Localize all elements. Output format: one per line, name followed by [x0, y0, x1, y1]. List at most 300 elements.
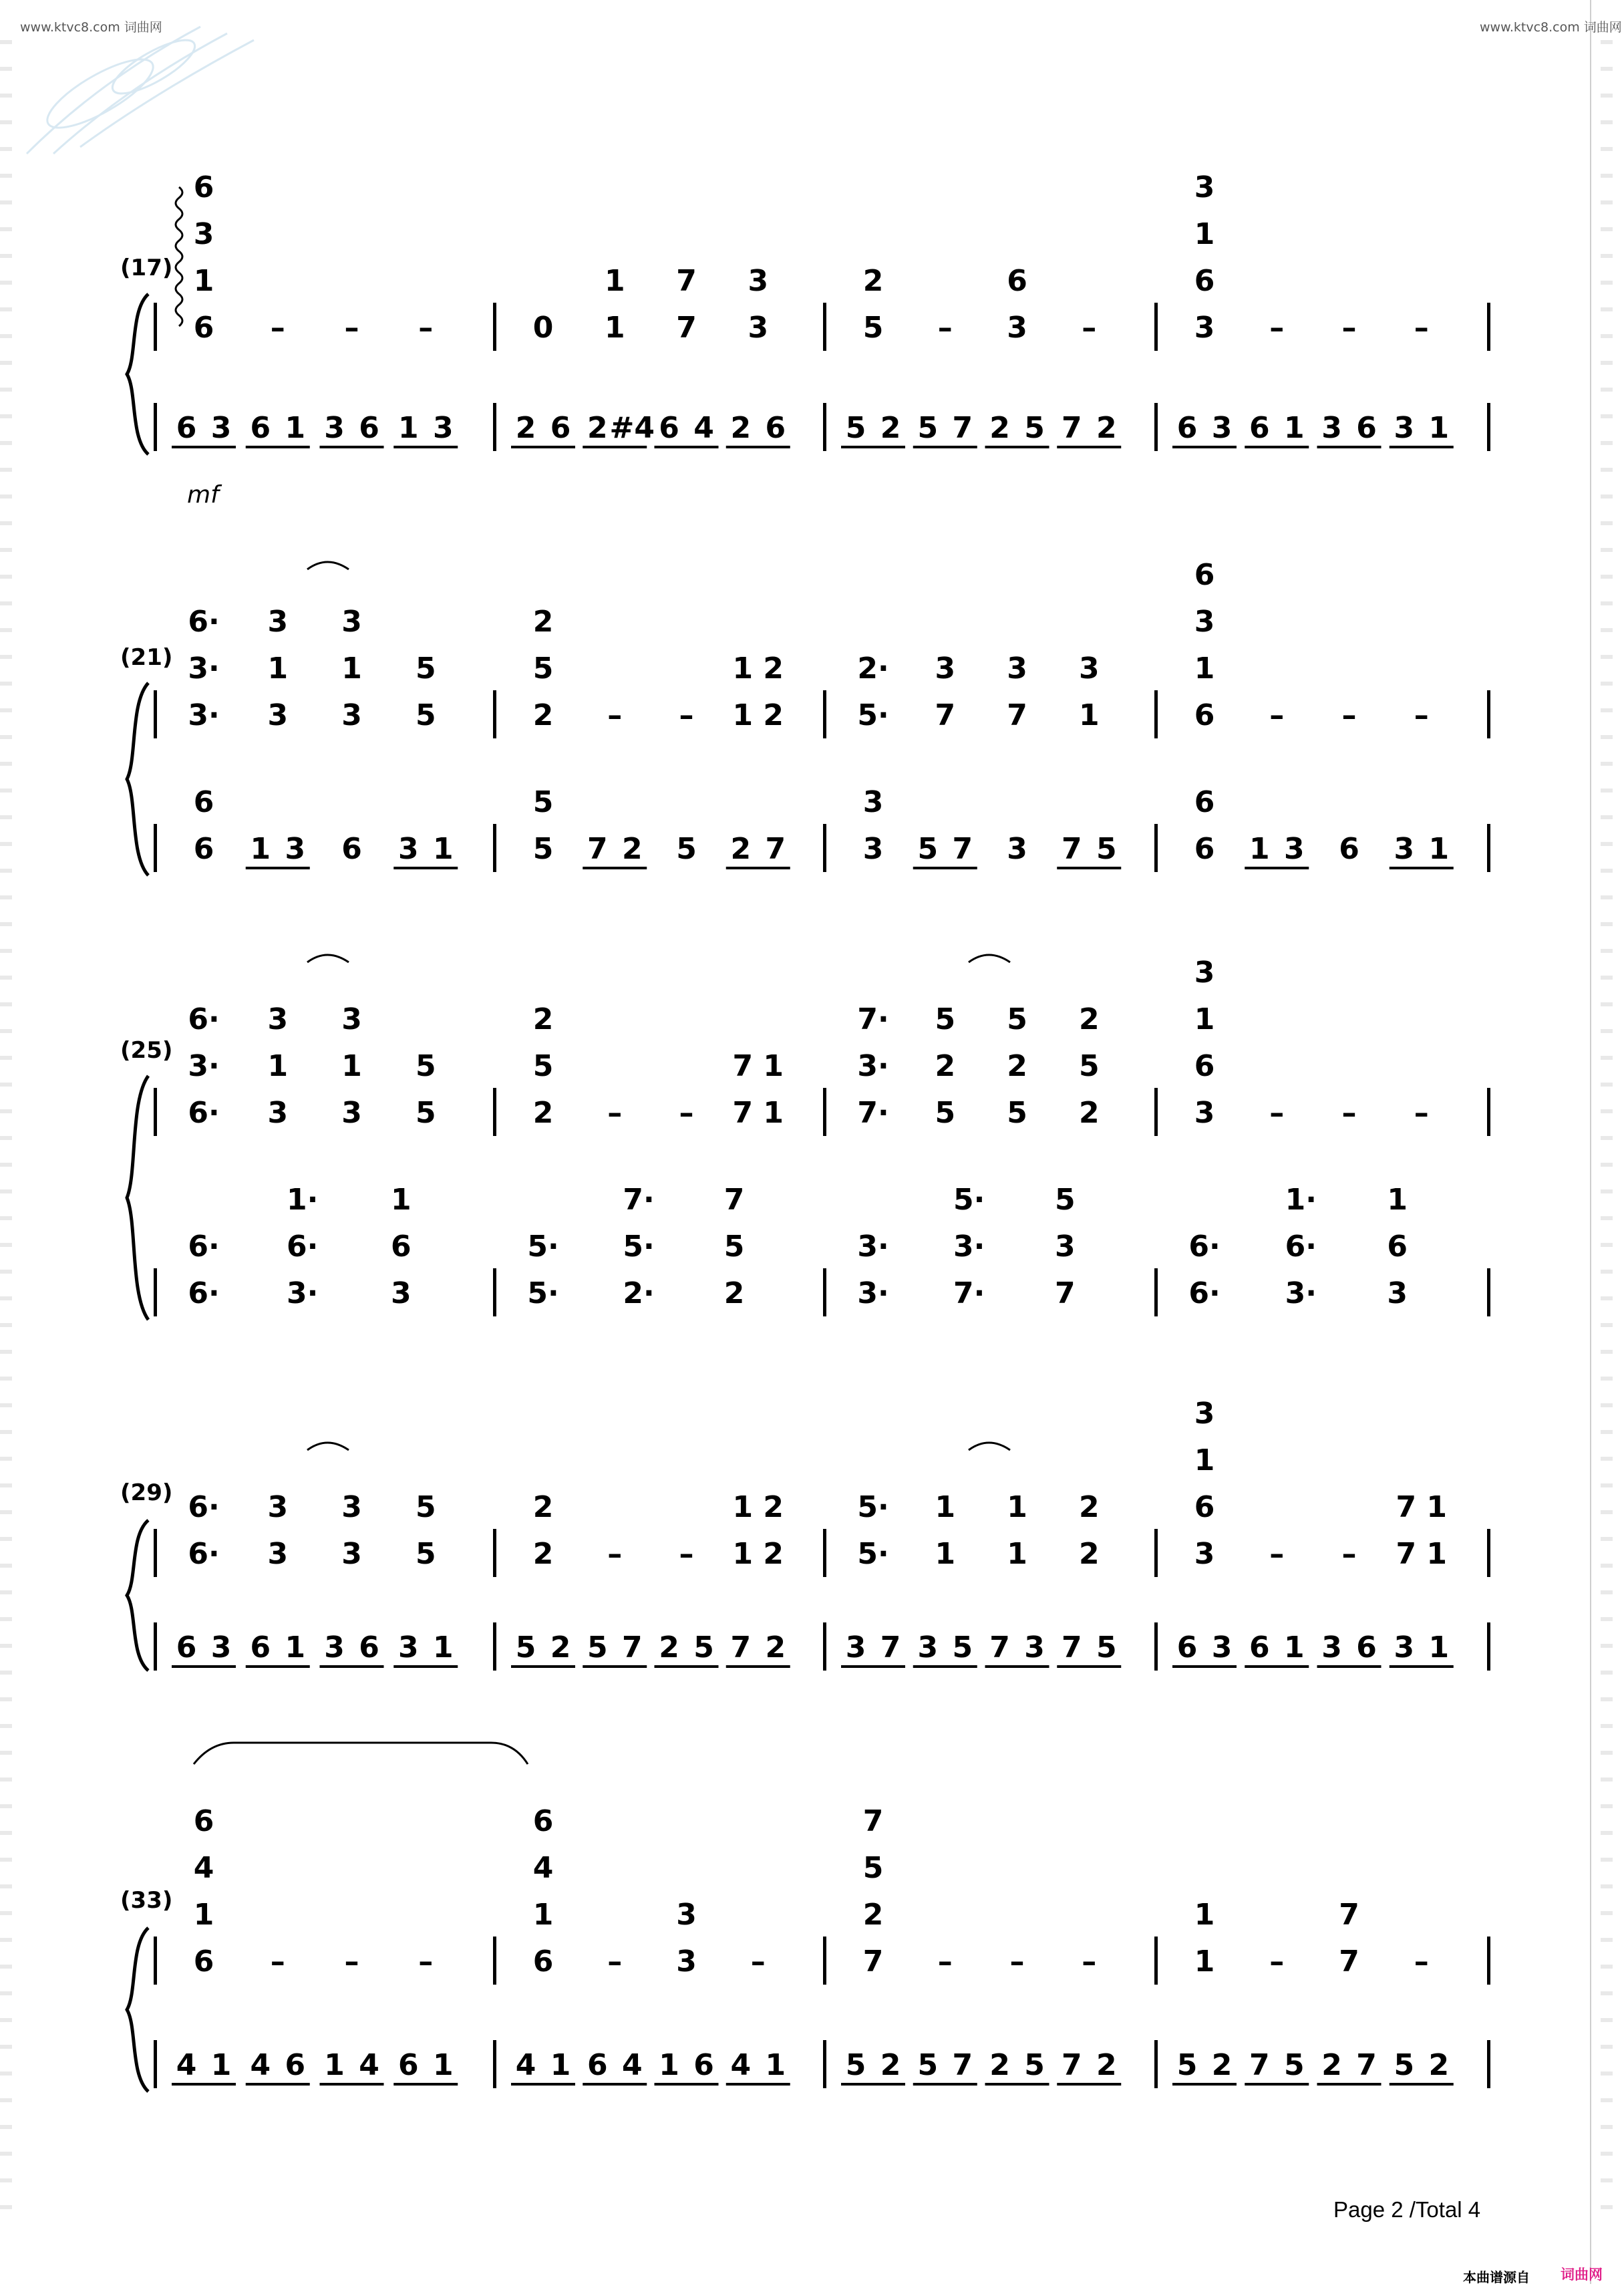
- eighth-beam: [726, 1665, 790, 1668]
- bar-line: [154, 1529, 157, 1577]
- sustain-dash: –: [418, 311, 434, 345]
- note-digit: 3: [1211, 411, 1233, 445]
- eighth-beam: [583, 1665, 647, 1668]
- note-digit: 7: [676, 264, 697, 298]
- note-digit: 1: [285, 411, 306, 445]
- note-digit: 5: [587, 1630, 608, 1665]
- bar-line: [154, 303, 157, 351]
- note-digit: 2: [550, 1630, 571, 1665]
- note-digit: 3: [1387, 1276, 1408, 1310]
- note-digit: 3: [1321, 1630, 1342, 1665]
- note-digit: 6: [176, 1630, 197, 1665]
- note-digit: 2: [989, 2048, 1010, 2082]
- note-digit: 1: [250, 832, 271, 866]
- note-digit: 3: [676, 1898, 697, 1932]
- note-digit: 7: [1339, 1945, 1359, 1979]
- sustain-dash: –: [607, 1945, 623, 1979]
- note-digit: 3: [1394, 411, 1415, 445]
- note-digit: 6: [193, 1945, 214, 1979]
- tie-arc: [969, 1443, 1010, 1450]
- watermark-right: www.ktvc8.com 词曲网: [1480, 20, 1622, 35]
- note-digit: 6: [532, 1945, 554, 1979]
- note-digit: 6: [693, 2048, 714, 2082]
- note-digit: 3: [1321, 411, 1342, 445]
- bar-line: [493, 303, 496, 351]
- note-digit: 2: [659, 1630, 679, 1665]
- sustain-dash: –: [1414, 1096, 1429, 1130]
- note-digit: 3: [324, 1630, 345, 1665]
- sustain-dash: –: [1341, 698, 1357, 732]
- note-digit: 5: [676, 832, 697, 866]
- eighth-beam: [1245, 867, 1309, 869]
- note-digit: 1: [193, 1898, 214, 1932]
- eighth-beam: [1057, 1665, 1121, 1668]
- note-digit: 4: [359, 2048, 379, 2082]
- note-digit: 3: [391, 1276, 412, 1310]
- note-digit: 3: [397, 1630, 419, 1665]
- bar-line: [823, 690, 826, 738]
- eighth-beam: [583, 867, 647, 869]
- note-digit: 4: [621, 2048, 643, 2082]
- eighth-beam: [246, 1665, 310, 1668]
- sustain-dash: –: [1341, 311, 1357, 345]
- bar-line: [1154, 1937, 1158, 1985]
- note-digit: 3: [676, 1945, 697, 1979]
- note-digit: 1: [1007, 1537, 1027, 1571]
- note-digit: 6: [659, 411, 679, 445]
- note-digit: 5: [952, 1630, 973, 1665]
- sustain-dash: –: [344, 1945, 359, 1979]
- note-digit: 3: [1194, 956, 1215, 990]
- bar-line: [823, 1622, 826, 1671]
- eighth-beam: [841, 1665, 905, 1668]
- note-digit: 7: [723, 1183, 745, 1217]
- arpeggio-mark: [176, 187, 182, 326]
- note-digit: 1 2: [732, 1537, 784, 1571]
- eighth-beam: [1245, 1665, 1309, 1668]
- sustain-dash: –: [607, 698, 623, 732]
- note-digit: 7: [1249, 2048, 1270, 2082]
- tie-arc: [307, 1443, 349, 1450]
- note-digit: 7·: [953, 1276, 985, 1310]
- slur-arc: [194, 1743, 528, 1764]
- note-digit: 3: [917, 1630, 939, 1665]
- eighth-beam: [172, 446, 236, 448]
- note-digit: 2: [723, 1276, 745, 1310]
- bar-line: [1487, 1088, 1490, 1136]
- note-digit: 7: [676, 311, 697, 345]
- note-digit: 3: [1394, 1630, 1415, 1665]
- note-digit: 6: [1194, 832, 1215, 866]
- note-digit: 1: [765, 2048, 786, 2082]
- note-digit: 6·: [188, 1276, 220, 1310]
- bar-line: [154, 2040, 157, 2088]
- eighth-beam: [1317, 2083, 1382, 2086]
- note-digit: 3: [341, 698, 362, 732]
- bar-line: [1154, 1268, 1158, 1316]
- eighth-beam: [1057, 446, 1121, 448]
- sustain-dash: –: [937, 1945, 953, 1979]
- note-digit: 5: [415, 698, 436, 732]
- note-digit: 3: [1007, 652, 1027, 686]
- note-digit: 7: [952, 832, 973, 866]
- eighth-beam: [655, 1665, 719, 1668]
- eighth-beam: [726, 2083, 790, 2086]
- note-digit: 7: [1356, 2048, 1377, 2082]
- note-digit: 6: [359, 1630, 379, 1665]
- note-digit: 3: [1194, 311, 1215, 345]
- note-digit: 1: [1194, 1898, 1215, 1932]
- note-digit: 7: [765, 832, 786, 866]
- note-digit: 6: [250, 411, 271, 445]
- note-digit: 6: [1194, 785, 1215, 819]
- eighth-beam: [1057, 2083, 1121, 2086]
- eighth-beam: [655, 2083, 719, 2086]
- note-digit: 6: [397, 2048, 419, 2082]
- eighth-beam: [511, 2083, 575, 2086]
- note-digit: 7: [1061, 832, 1082, 866]
- note-digit: 3: [1194, 1537, 1215, 1571]
- sustain-dash: –: [1414, 1945, 1429, 1979]
- note-digit: 3: [210, 1630, 232, 1665]
- eighth-beam: [1390, 446, 1454, 448]
- note-digit: 7 1: [732, 1049, 784, 1083]
- note-digit: 7: [952, 411, 973, 445]
- note-digit: 3: [845, 1630, 866, 1665]
- note-digit: 6: [193, 832, 214, 866]
- note-digit: 7: [587, 832, 608, 866]
- note-digit: 3: [1007, 832, 1027, 866]
- note-digit: 1: [550, 2048, 571, 2082]
- note-digit: 1: [193, 264, 214, 298]
- note-digit: 1: [432, 1630, 454, 1665]
- note-digit: 7 1: [732, 1096, 784, 1130]
- note-digit: 7: [989, 1630, 1010, 1665]
- note-digit: 5: [862, 311, 884, 345]
- eighth-beam: [246, 867, 310, 869]
- eighth-beam: [841, 2083, 905, 2086]
- bar-line: [1154, 1622, 1158, 1671]
- bar-line: [823, 403, 826, 451]
- eighth-beam: [913, 867, 977, 869]
- note-digit: 1: [1194, 1002, 1215, 1036]
- tie-arc: [307, 562, 349, 569]
- note-digit: 3: [432, 411, 454, 445]
- bar-line: [1154, 824, 1158, 872]
- sustain-dash: –: [344, 311, 359, 345]
- note-digit: 7: [1055, 1276, 1076, 1310]
- sustain-dash: –: [1414, 311, 1429, 345]
- note-digit: 3: [341, 1096, 362, 1130]
- note-digit: 2: [1078, 1002, 1100, 1036]
- sustain-dash: –: [750, 1945, 766, 1979]
- note-digit: 5·: [527, 1276, 559, 1310]
- note-digit: 5: [415, 1049, 436, 1083]
- note-digit: 5: [1283, 2048, 1305, 2082]
- note-digit: 6: [285, 2048, 306, 2082]
- note-digit: 2: [1078, 1490, 1100, 1524]
- note-digit: 3: [1055, 1230, 1076, 1264]
- note-digit: 5: [1007, 1002, 1027, 1036]
- note-digit: 2: [532, 1002, 554, 1036]
- eighth-beam: [511, 446, 575, 448]
- note-digit: 5: [1007, 1096, 1027, 1130]
- note-digit: 2: [862, 264, 884, 298]
- bar-line: [154, 403, 157, 451]
- note-digit: 3: [862, 785, 884, 819]
- note-digit: 6·: [188, 605, 220, 639]
- source-label: 本曲谱源自: [1463, 2269, 1530, 2285]
- bar-line: [493, 1622, 496, 1671]
- note-digit: 7: [621, 1630, 643, 1665]
- note-digit: 5: [1394, 2048, 1415, 2082]
- note-digit: 5: [1024, 411, 1045, 445]
- note-digit: 6: [193, 1804, 214, 1838]
- note-digit: 2: [880, 411, 901, 445]
- note-digit: 2: [1428, 2048, 1450, 2082]
- note-digit: 5: [1096, 1630, 1117, 1665]
- note-digit: 2: [1096, 411, 1117, 445]
- sustain-dash: –: [1269, 698, 1285, 732]
- note-digit: 5·: [527, 1230, 559, 1264]
- note-digit: 4: [693, 411, 714, 445]
- note-digit: 1: [1078, 698, 1100, 732]
- eighth-beam: [841, 446, 905, 448]
- eighth-beam: [1390, 2083, 1454, 2086]
- note-digit: 3: [341, 1490, 362, 1524]
- note-digit: 1: [267, 1049, 289, 1083]
- note-digit: 2: [765, 1630, 786, 1665]
- eighth-beam: [1057, 867, 1121, 869]
- bar-line: [1487, 1622, 1490, 1671]
- note-digit: 6: [1339, 832, 1359, 866]
- note-digit: 1: [1283, 411, 1305, 445]
- bar-line: [1154, 303, 1158, 351]
- note-digit: 1: [1194, 1945, 1215, 1979]
- page-number: Page 2 /Total 4: [1333, 2197, 1481, 2222]
- note-digit: 4: [250, 2048, 271, 2082]
- note-digit: 2: [621, 832, 643, 866]
- note-digit: 2: [1096, 2048, 1117, 2082]
- sustain-dash: –: [1009, 1945, 1025, 1979]
- note-digit: 1: [1194, 1443, 1215, 1477]
- note-digit: 7 1: [1396, 1490, 1448, 1524]
- eighth-beam: [320, 1665, 384, 1668]
- note-digit: 5: [1078, 1049, 1100, 1083]
- note-digit: 7·: [623, 1183, 655, 1217]
- note-digit: 2: [1321, 2048, 1342, 2082]
- note-digit: 7 1: [1396, 1537, 1448, 1571]
- note-digit: 6·: [1188, 1230, 1221, 1264]
- note-digit: 7: [1061, 411, 1082, 445]
- note-digit: 2·: [623, 1276, 655, 1310]
- eighth-beam: [913, 446, 977, 448]
- note-digit: 6: [587, 2048, 608, 2082]
- bar-line: [1487, 303, 1490, 351]
- note-digit: 6: [1356, 411, 1377, 445]
- note-digit: 1: [267, 652, 289, 686]
- note-digit: 5: [917, 832, 939, 866]
- note-digit: 5·: [857, 698, 889, 732]
- note-digit: 1 2: [732, 652, 784, 686]
- note-digit: 3: [1394, 832, 1415, 866]
- note-digit: 5: [415, 1490, 436, 1524]
- note-digit: 3: [1078, 652, 1100, 686]
- note-digit: 2: [880, 2048, 901, 2082]
- note-digit: #4: [609, 411, 655, 445]
- bar-line: [1154, 2040, 1158, 2088]
- bar-line: [823, 1529, 826, 1577]
- note-digit: 5: [415, 652, 436, 686]
- sustain-dash: –: [607, 1096, 623, 1130]
- sustain-dash: –: [1414, 698, 1429, 732]
- note-digit: 3·: [857, 1230, 889, 1264]
- note-digit: 2: [532, 698, 554, 732]
- sustain-dash: –: [270, 1945, 285, 1979]
- sustain-dash: –: [1269, 1096, 1285, 1130]
- bar-line: [493, 1937, 496, 1985]
- sustain-dash: –: [937, 311, 953, 345]
- note-digit: 3: [267, 1002, 289, 1036]
- note-digit: 3: [1194, 1397, 1215, 1431]
- eighth-beam: [1172, 1665, 1237, 1668]
- note-digit: 6: [193, 170, 214, 204]
- note-digit: 3: [210, 411, 232, 445]
- bar-line: [1487, 403, 1490, 451]
- note-digit: 3·: [857, 1049, 889, 1083]
- note-digit: 6: [1356, 1630, 1377, 1665]
- note-digit: 1: [604, 311, 625, 345]
- note-digit: 1·: [1285, 1183, 1317, 1217]
- note-digit: 1: [1428, 832, 1450, 866]
- note-digit: 5: [917, 2048, 939, 2082]
- sustain-dash: –: [607, 1537, 623, 1571]
- note-digit: 3: [748, 311, 769, 345]
- note-digit: 6·: [1188, 1276, 1221, 1310]
- note-digit: 6: [193, 311, 214, 345]
- note-digit: 7: [1339, 1898, 1359, 1932]
- eighth-beam: [1317, 446, 1382, 448]
- note-digit: 3·: [286, 1276, 319, 1310]
- note-digit: 2: [532, 1537, 554, 1571]
- sustain-dash: –: [679, 1537, 694, 1571]
- eighth-beam: [985, 1665, 1049, 1668]
- sustain-dash: –: [1269, 311, 1285, 345]
- note-digit: 3: [1211, 1630, 1233, 1665]
- bar-line: [493, 1529, 496, 1577]
- note-digit: 3: [193, 217, 214, 251]
- note-digit: 3: [267, 1096, 289, 1130]
- eighth-beam: [1245, 2083, 1309, 2086]
- note-digit: 5: [415, 1537, 436, 1571]
- sustain-dash: –: [1341, 1096, 1357, 1130]
- grand-staff-brace: [127, 683, 148, 875]
- note-digit: 1: [532, 1898, 554, 1932]
- note-digit: 6: [1007, 264, 1027, 298]
- eighth-beam: [726, 446, 790, 448]
- note-digit: 6: [550, 411, 571, 445]
- note-digit: 7: [1007, 698, 1027, 732]
- note-digit: 6·: [188, 1096, 220, 1130]
- bar-line: [1487, 824, 1490, 872]
- eighth-beam: [393, 2083, 458, 2086]
- note-digit: 3·: [188, 698, 220, 732]
- note-digit: 4: [730, 2048, 752, 2082]
- note-digit: 1: [1283, 1630, 1305, 1665]
- eighth-beam: [726, 867, 790, 869]
- note-digit: 2: [730, 411, 752, 445]
- note-digit: 1: [1007, 1490, 1027, 1524]
- note-digit: 1: [324, 2048, 345, 2082]
- note-digit: 7: [730, 1630, 752, 1665]
- eighth-beam: [511, 1665, 575, 1668]
- bar-line: [154, 1088, 157, 1136]
- note-digit: 7: [862, 1804, 884, 1838]
- note-digit: 5: [532, 1049, 554, 1083]
- tie-arc: [307, 955, 349, 962]
- sustain-dash: –: [1269, 1945, 1285, 1979]
- sustain-dash: –: [1341, 1537, 1357, 1571]
- eighth-beam: [172, 2083, 236, 2086]
- note-digit: 6·: [188, 1537, 220, 1571]
- note-digit: 5: [532, 832, 554, 866]
- note-digit: 3: [1194, 1096, 1215, 1130]
- eighth-beam: [246, 2083, 310, 2086]
- note-digit: 6: [391, 1230, 412, 1264]
- grand-staff-brace: [127, 1076, 148, 1320]
- note-digit: 6: [250, 1630, 271, 1665]
- note-digit: 5: [515, 1630, 536, 1665]
- note-digit: 5: [415, 1096, 436, 1130]
- measure-number: (29): [120, 1479, 173, 1506]
- note-digit: 5: [935, 1096, 956, 1130]
- eighth-beam: [320, 446, 384, 448]
- note-digit: 5: [917, 411, 939, 445]
- note-digit: 6: [176, 411, 197, 445]
- bar-line: [1154, 1088, 1158, 1136]
- eighth-beam: [1245, 446, 1309, 448]
- note-digit: 7·: [857, 1096, 889, 1130]
- bar-line: [493, 2040, 496, 2088]
- note-digit: 6: [1249, 411, 1270, 445]
- note-digit: 6·: [188, 1490, 220, 1524]
- note-digit: 1: [397, 411, 419, 445]
- sustain-dash: –: [418, 1945, 434, 1979]
- note-digit: 6: [1176, 411, 1198, 445]
- note-digit: 2: [935, 1049, 956, 1083]
- note-digit: 5: [723, 1230, 745, 1264]
- note-digit: 6: [193, 785, 214, 819]
- note-digit: 3: [324, 411, 345, 445]
- note-digit: 6·: [1285, 1230, 1317, 1264]
- note-digit: 3: [341, 605, 362, 639]
- note-digit: 5: [693, 1630, 714, 1665]
- bar-line: [1154, 690, 1158, 738]
- bar-line: [493, 403, 496, 451]
- bar-line: [1154, 403, 1158, 451]
- note-digit: 4: [515, 2048, 536, 2082]
- note-digit: 2: [532, 1490, 554, 1524]
- note-digit: 1: [210, 2048, 232, 2082]
- eighth-beam: [1172, 2083, 1237, 2086]
- watermark-left: www.ktvc8.com 词曲网: [20, 20, 162, 35]
- note-digit: 1: [432, 832, 454, 866]
- note-digit: 6·: [188, 1002, 220, 1036]
- note-digit: 2: [515, 411, 536, 445]
- bar-line: [493, 1268, 496, 1316]
- note-digit: 7: [952, 2048, 973, 2082]
- note-digit: 1 2: [732, 1490, 784, 1524]
